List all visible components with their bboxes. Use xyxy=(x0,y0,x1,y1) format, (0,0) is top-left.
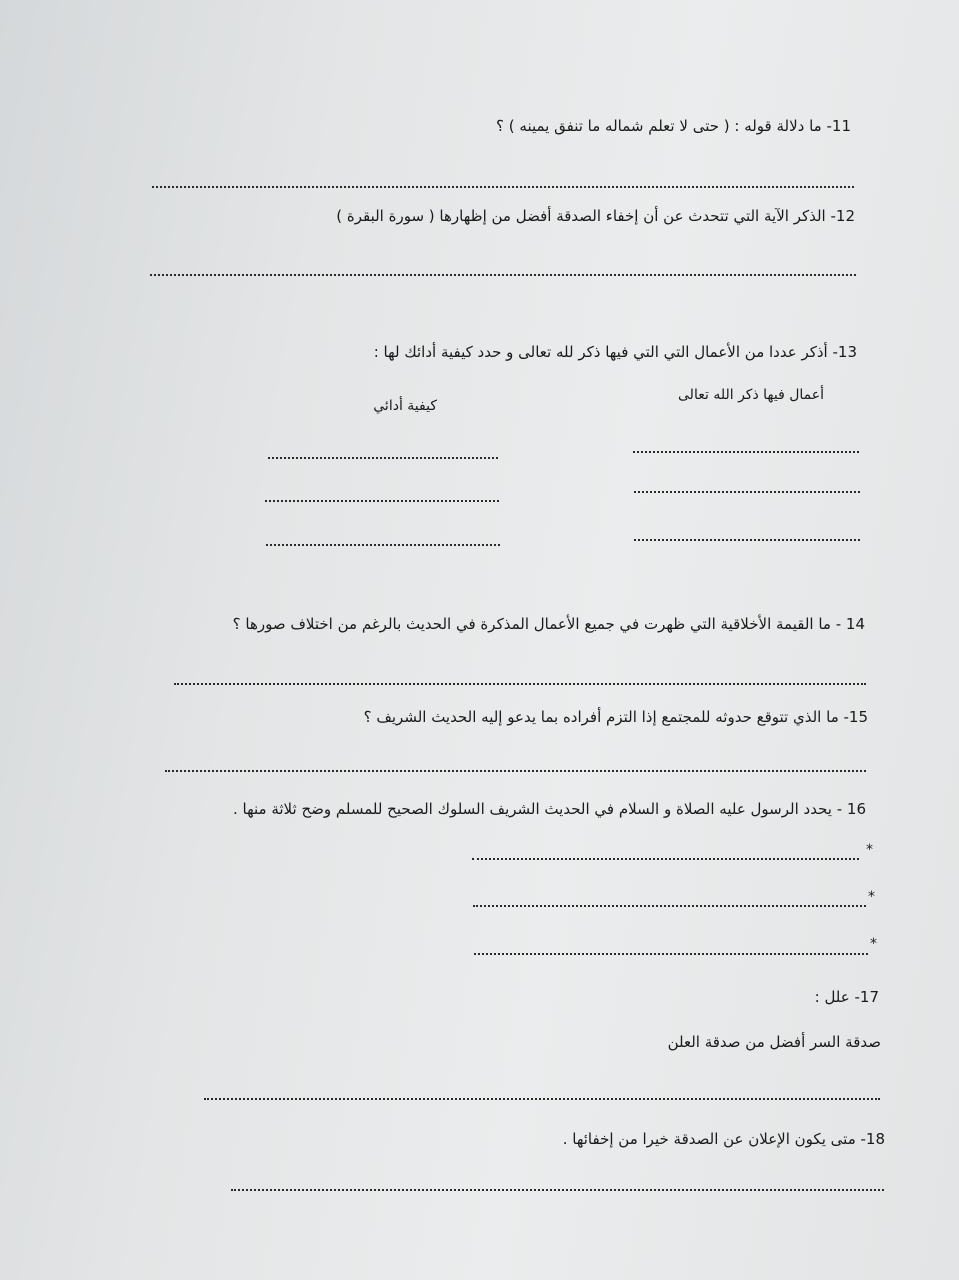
question-18: 18- متى يكون الإعلان عن الصدقة خيرا من إخفائها . xyxy=(562,1130,885,1148)
question-13: 13- أذكر عددا من الأعمال التي التي فيها ذكر لله تعالى و حدد كيفية أدائك لها : xyxy=(373,343,857,361)
bullet-marker: * xyxy=(868,889,875,905)
answer-line-17[interactable] xyxy=(204,1098,880,1100)
works-answer-line[interactable] xyxy=(634,491,860,493)
answer-line-16c[interactable] xyxy=(474,953,868,955)
bullet-marker: * xyxy=(870,936,877,952)
performance-answer-line[interactable] xyxy=(265,500,499,502)
question-17: 17- علل : xyxy=(814,988,879,1006)
question-14: 14 - ما القيمة الأخلاقية التي ظهرت في جميع الأعمال المذكرة في الحديث بالرغم من اختلاف صورها ؟ xyxy=(232,615,865,633)
bullet-marker: * xyxy=(866,842,873,858)
works-answer-line[interactable] xyxy=(634,539,860,541)
answer-line-14[interactable] xyxy=(174,683,866,685)
answer-line-18[interactable] xyxy=(231,1189,884,1191)
question-12: 12- الذكر الآية التي تتحدث عن أن إخفاء الصدقة أفضل من إظهارها ( سورة البقرة ) xyxy=(336,207,855,225)
column-header-performance: كيفية أدائي xyxy=(373,398,437,414)
answer-line-11[interactable] xyxy=(152,186,854,188)
performance-answer-line[interactable] xyxy=(268,457,498,459)
answer-line-16b[interactable] xyxy=(473,905,866,907)
works-answer-line[interactable] xyxy=(633,451,859,453)
performance-answer-line[interactable] xyxy=(266,544,500,546)
answer-line-16a[interactable] xyxy=(472,858,859,860)
answer-line-12[interactable] xyxy=(150,274,856,276)
question-11: 11- ما دلالة قوله : ( حتى لا تعلم شماله ما تنفق يمينه ) ؟ xyxy=(496,117,851,135)
column-header-works: أعمال فيها ذكر الله تعالى xyxy=(678,387,824,403)
answer-line-15[interactable] xyxy=(165,770,866,772)
question-16: 16 - يحدد الرسول عليه الصلاة و السلام في الحديث الشريف السلوك الصحيح للمسلم وضح ثلاثة منها . xyxy=(232,800,866,818)
question-17-statement: صدقة السر أفضل من صدقة العلن xyxy=(667,1033,881,1051)
question-15: 15- ما الذي تتوقع حدوثه للمجتمع إذا التزم أفراده بما يدعو إليه الحديث الشريف ؟ xyxy=(363,708,868,726)
